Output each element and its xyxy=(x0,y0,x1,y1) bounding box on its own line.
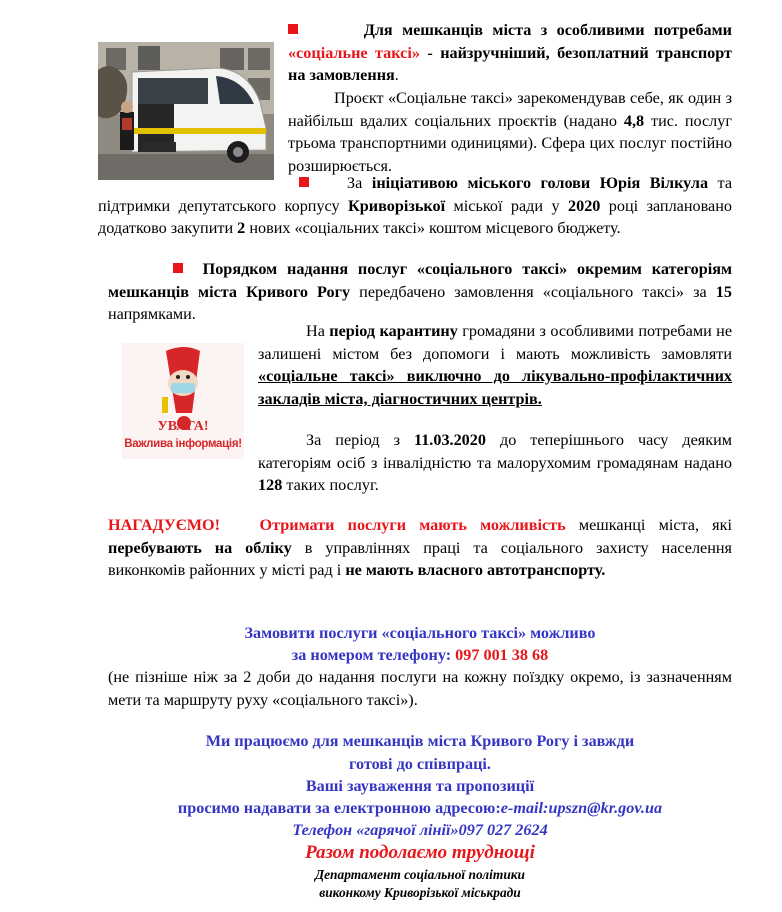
services-count: 4,8 xyxy=(623,111,645,130)
year: 2020 xyxy=(568,196,601,215)
period: . xyxy=(394,66,399,85)
reminder-text: мешканці міста, які xyxy=(565,516,732,534)
order-line-2 xyxy=(108,644,732,666)
council-text: міської ради у xyxy=(445,196,568,215)
reminder-label: НАГАДУЄМО! xyxy=(108,516,220,534)
paragraph-initiative xyxy=(98,172,732,240)
quarantine-period: період карантину xyxy=(329,322,458,340)
na-text: На xyxy=(306,322,330,340)
order-tail: напрямками. xyxy=(108,305,196,324)
paragraph-stats xyxy=(258,429,732,497)
footer-line-3: Ваші зауваження та пропозиції xyxy=(305,777,535,795)
no-car-text: не мають власного автотранспорту. xyxy=(345,561,606,580)
reminder-text-mid: в управліннях праці та соціального захисту населення виконкомів районних у місті рад і xyxy=(108,538,733,580)
warning-title: УВАГА! xyxy=(157,419,209,434)
restricted-destinations: «соціальне таксі» виключно до лікувально-профілактичних закладів міста, діагностичних центрів. xyxy=(258,367,732,408)
email-label: просимо надавати за електронною адресою: xyxy=(177,799,501,817)
warning-subtitle: Важлива інформація! xyxy=(124,438,242,450)
footer-line-1: Ми працюємо для мешканців міста Кривого Рогу і завжди xyxy=(205,732,635,750)
intro-text: Для мешканців міста з особливими потребами xyxy=(363,21,733,39)
service-name: «соціальне таксі» xyxy=(288,43,420,62)
routes-count: 15 xyxy=(715,282,732,301)
footer-line-2: готові до співпраці. xyxy=(349,755,491,773)
support-text: та підтримки депутатського корпусу xyxy=(98,174,733,215)
stats-text: За період з xyxy=(306,431,415,449)
start-date: 11.03.2020 xyxy=(414,431,486,449)
intro-tail: найзручніший, безоплатний транспорт на замовлення xyxy=(288,43,732,85)
order-note: (не пізніше ніж за 2 доби до надання послуги на кожну поїздку окремо, із зазначенням мети та маршруту руху «соціального таксі»). xyxy=(108,668,732,709)
taxi-photo xyxy=(98,42,274,180)
za-text: За xyxy=(347,174,372,192)
reminder-emphasis: Отримати послуги мають можливість xyxy=(259,516,566,534)
phone-label: за номером телефону: xyxy=(291,646,456,664)
paragraph-quarantine xyxy=(258,320,732,410)
department-line-1: Департамент соціальної політики xyxy=(314,867,526,882)
footer-line-4 xyxy=(108,797,732,820)
paragraph-order xyxy=(108,258,732,326)
services-provided: 128 xyxy=(258,476,283,495)
project-text-tail: тис. послуг трьома транспортними одиницями). Сфера цих послуг постійно розширюється. xyxy=(288,111,732,175)
reminder-block xyxy=(108,514,732,582)
quarantine-text: громадяни з особливими потребами не залишені містом без допомоги і мають можливість замовляти xyxy=(258,322,732,363)
project-text: Проєкт «Соціальне таксі» зарекомендував себе, як один з найбільш вдалих соціальних проєктів (надано xyxy=(288,89,732,130)
quantity: 2 xyxy=(237,219,246,238)
slogan: Разом подолаємо труднощі xyxy=(305,842,535,863)
order-line-1: Замовити послуги «соціального таксі» можливо xyxy=(244,624,596,642)
dash: - xyxy=(419,43,441,62)
hotline-label: Телефон «гарячої лінії» xyxy=(292,821,459,839)
red-square-icon xyxy=(288,24,298,34)
purchase-text: році заплановано додатково закупити xyxy=(98,196,732,238)
hotline-number: 097 027 2624 xyxy=(458,821,548,839)
paragraph-intro xyxy=(288,19,732,87)
paragraph-project xyxy=(288,87,732,177)
city-name: Криворізької xyxy=(348,196,446,215)
phone-number: 097 001 38 68 xyxy=(455,646,549,664)
initiative-text: ініціативою міського голови Юрія Вілкула xyxy=(371,174,709,192)
order-lead: Порядком надання послуг «соціального таксі» окремим категоріям мешканців міста Кривого Рогу xyxy=(108,260,732,301)
hotline-line xyxy=(108,819,732,842)
budget-text: нових «соціальних таксі» коштом місцевого бюджету. xyxy=(245,219,621,238)
stats-text-mid: до теперішнього часу деяким категоріям осіб з інвалідністю та малорухомим громадянам надано xyxy=(258,431,732,472)
order-text: передбачено замовлення «соціального таксі» за xyxy=(350,282,716,301)
warning-image xyxy=(122,343,244,459)
department-line-2: виконкому Криворізької міськради xyxy=(319,885,521,900)
red-square-icon xyxy=(299,177,309,187)
stats-tail: таких послуг. xyxy=(282,476,379,495)
registered-text: перебувають на обліку xyxy=(108,538,292,557)
red-square-icon xyxy=(173,263,183,273)
email-address[interactable]: e-mail:upszn@kr.gov.ua xyxy=(500,799,663,817)
